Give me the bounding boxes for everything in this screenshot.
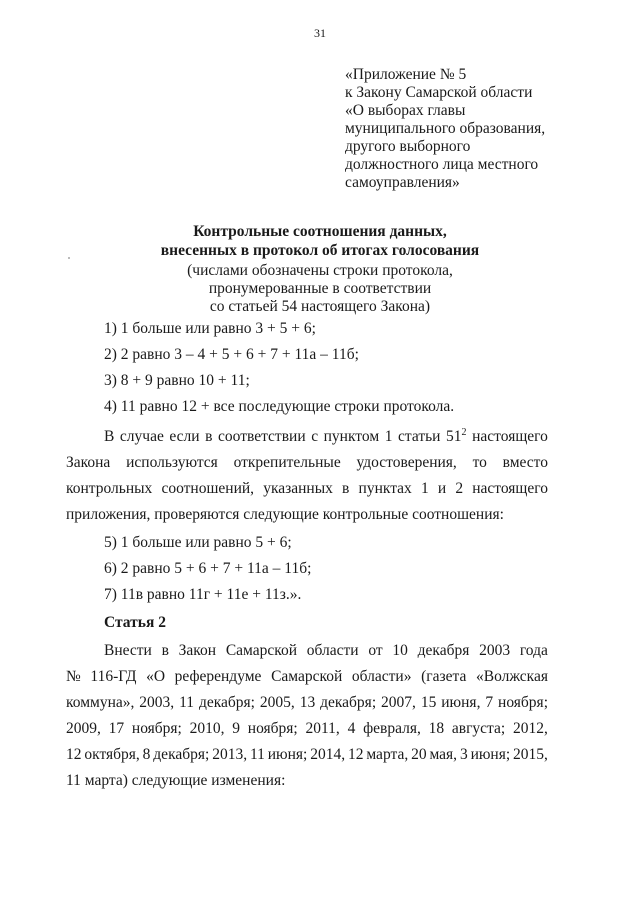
word: 2007,	[381, 694, 416, 711]
list-item: 5) 1 больше или равно 5 + 6;	[104, 534, 292, 551]
paragraph-line	[66, 746, 548, 764]
word: и	[437, 480, 447, 497]
word: ноября;	[131, 720, 182, 737]
word: 2005,	[259, 694, 295, 711]
appendix-line: «Приложение № 5	[345, 66, 467, 83]
word: «О	[146, 668, 166, 685]
word: 2015,	[513, 746, 548, 763]
word: используются	[126, 454, 218, 471]
word: 11	[179, 694, 195, 711]
word: Внести	[104, 642, 152, 659]
word: ноября;	[247, 720, 298, 737]
word: то	[472, 454, 487, 471]
paragraph-line	[66, 668, 548, 686]
word: вместо	[502, 454, 548, 471]
list-item: 3) 8 + 9 равно 10 + 11;	[104, 372, 250, 389]
word: если	[169, 428, 200, 445]
title-line: внесенных в протокол об итогах голосования	[160, 242, 480, 259]
list-item: 2) 2 равно 3 – 4 + 5 + 6 + 7 + 11а – 11б;	[104, 346, 359, 363]
section-title	[0, 222, 640, 260]
word: ноября;	[498, 694, 548, 711]
article-number: 51	[446, 428, 462, 445]
word: 15	[420, 694, 437, 711]
word: декабря;	[320, 694, 377, 711]
word: 2009,	[66, 720, 101, 737]
word: 2003	[479, 642, 511, 659]
appendix-line: другого выборного	[345, 138, 471, 155]
article-heading: Статья 2	[104, 614, 166, 631]
word: августа;	[451, 720, 506, 737]
word: Самарской	[225, 642, 298, 659]
word: в	[205, 428, 213, 445]
word: 1	[420, 480, 429, 497]
word: референдуме	[174, 668, 262, 685]
list-item: 6) 2 равно 5 + 6 + 7 + 11а – 11б;	[104, 560, 312, 577]
word: случае	[119, 428, 164, 445]
word: коммуна»,	[66, 694, 135, 711]
word: соответствии	[218, 428, 306, 445]
paragraph-line	[66, 480, 548, 498]
word: настоящего	[472, 480, 548, 497]
word: 12	[66, 746, 82, 763]
appendix-line: «О выборах главы	[345, 102, 466, 119]
word: соотношений,	[161, 480, 255, 497]
word: (газета	[421, 668, 467, 685]
word: 1	[384, 428, 393, 445]
paragraph-line: 11 марта) следующие изменения:	[66, 772, 286, 789]
word: контрольных	[66, 480, 153, 497]
section-subtitle	[0, 262, 640, 316]
word: июня;	[470, 746, 511, 763]
subtitle-line: пронумерованные в соответствии	[208, 280, 432, 297]
word: в	[342, 480, 350, 497]
word: 2003,	[139, 694, 175, 711]
word: 9	[232, 720, 241, 737]
subtitle-line: со статьей 54 настоящего Закона)	[209, 298, 431, 315]
appendix-line: к Закону Самарской области	[345, 84, 533, 101]
appendix-line: должностного лица местного	[345, 156, 539, 173]
word: в	[161, 642, 169, 659]
word: июня;	[267, 746, 308, 763]
word: марта,	[366, 746, 409, 763]
title-line: Контрольные соотношения данных,	[193, 223, 447, 240]
article-superscript: 2	[461, 427, 467, 438]
word: Закона	[66, 454, 111, 471]
appendix-line: самоуправления»	[345, 174, 460, 191]
appendix-line: муниципального образования,	[345, 120, 546, 137]
word: мая,	[429, 746, 458, 763]
subtitle-line: (числами обозначены строки протокола,	[187, 262, 453, 279]
word: 20	[411, 746, 427, 763]
word: №	[66, 668, 81, 685]
word: настоящего	[472, 428, 548, 445]
word: 4	[347, 720, 356, 737]
page-number: 31	[314, 26, 326, 40]
word: с	[311, 428, 319, 445]
word: года	[519, 642, 548, 659]
word: 2	[455, 480, 464, 497]
word: 18	[428, 720, 445, 737]
word: 116-ГД	[90, 668, 137, 685]
word: декабря;	[153, 746, 210, 763]
word: Закон	[178, 642, 217, 659]
word: области»	[351, 668, 412, 685]
paragraph-line	[66, 694, 548, 712]
scan-speck	[68, 257, 70, 259]
appendix-reference	[345, 66, 615, 192]
word: 3	[459, 746, 468, 763]
word: 10	[392, 642, 408, 659]
article-reference	[446, 428, 467, 446]
word: 8	[142, 746, 151, 763]
paragraph-line	[66, 720, 548, 738]
word: 2012,	[512, 720, 548, 737]
word: 2014,	[310, 746, 346, 763]
list-item: 7) 11в равно 11г + 11е + 11з.».	[104, 586, 302, 603]
word: декабря;	[198, 694, 255, 711]
word: пунктом	[323, 428, 380, 445]
word: открепительные	[233, 454, 341, 471]
list-item: 1) 1 больше или равно 3 + 5 + 6;	[104, 320, 316, 337]
word: 17	[108, 720, 125, 737]
paragraph-line	[66, 454, 548, 472]
word: 11	[249, 746, 265, 763]
word: февраля,	[363, 720, 421, 737]
word: 7	[485, 694, 494, 711]
word: В	[104, 428, 115, 445]
word: декабря	[417, 642, 470, 659]
word: 13	[299, 694, 316, 711]
word: июня,	[441, 694, 481, 711]
word: 2010,	[189, 720, 225, 737]
word: области	[306, 642, 359, 659]
word: от	[368, 642, 383, 659]
word: статьи	[398, 428, 441, 445]
paragraph-line	[104, 428, 548, 446]
paragraph-line: приложения, проверяются следующие контрольные соотношения:	[66, 506, 504, 523]
word: Самарской	[271, 668, 343, 685]
word: октября,	[84, 746, 140, 763]
paragraph-line	[104, 642, 548, 660]
word: пунктах	[358, 480, 412, 497]
word: «Волжская	[475, 668, 548, 685]
word: указанных	[263, 480, 333, 497]
word: удостоверения,	[356, 454, 457, 471]
word: 2013,	[212, 746, 248, 763]
word: 12	[347, 746, 364, 763]
list-item: 4) 11 равно 12 + все последующие строки протокола.	[104, 398, 455, 415]
word: 2011,	[305, 720, 340, 737]
